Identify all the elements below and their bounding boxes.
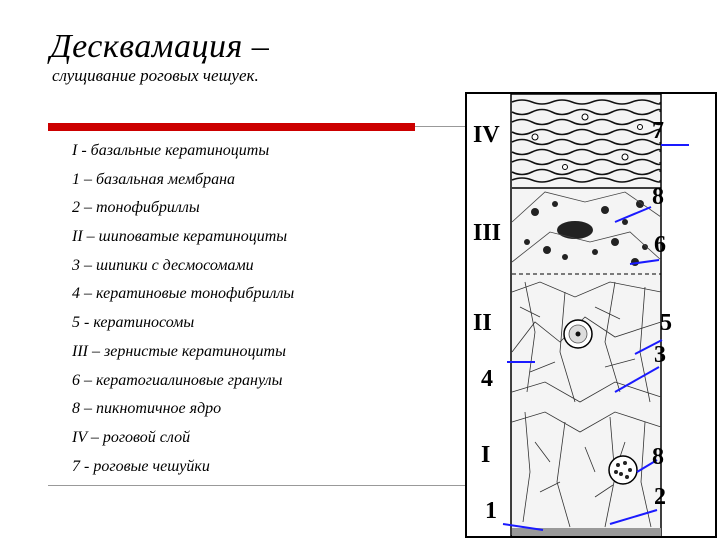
legend-item: III – зернистые кератиноциты (72, 342, 286, 360)
legend-item: 8 – пикнотичное ядро (72, 400, 222, 418)
legend-item: 5 - кератиносомы (72, 314, 195, 332)
legend-item: 4 – кератиновые тонофибриллы (72, 285, 295, 303)
legend-item: 1 – базальная мембрана (72, 170, 236, 188)
layer-label-ii: II (473, 310, 492, 336)
layer-label-iv: IV (473, 122, 500, 148)
legend-item: 3 – шипики с десмосомами (72, 256, 254, 274)
legend-list (72, 137, 294, 481)
legend-item: 2 – тонофибриллы (72, 199, 200, 217)
basale-nucleus (609, 456, 637, 484)
legend-item: 6 – кератогиалиновые гранулы (72, 371, 283, 389)
callout-7: 7 (652, 118, 664, 144)
legend-item: 7 - роговые чешуйки (72, 457, 210, 475)
callout-8: 8 (652, 184, 664, 210)
callout-8-lower: 8 (652, 444, 664, 470)
divider-bottom (48, 485, 476, 486)
callout-1: 1 (485, 498, 497, 524)
legend-item: I - базальные кератиноциты (72, 142, 270, 159)
epidermis-illustration (465, 92, 717, 538)
layer-label-i: I (481, 442, 491, 468)
callout-3: 3 (654, 342, 666, 368)
callout-5: 5 (660, 310, 672, 336)
legend-item: II – шиповатые кератиноциты (72, 228, 288, 246)
callout-6: 6 (654, 232, 666, 258)
slide-title: Десквамация – (50, 28, 270, 65)
epidermis-drawing (465, 92, 717, 538)
slide-subtitle: слущивание роговых чешуек. (52, 66, 259, 85)
layer-label-iii: III (473, 220, 502, 246)
callout-2: 2 (654, 484, 666, 510)
callout-4: 4 (481, 366, 493, 392)
spinosum-nucleus (564, 320, 592, 348)
accent-bar (48, 123, 415, 131)
legend-item: IV – роговой слой (72, 428, 191, 446)
